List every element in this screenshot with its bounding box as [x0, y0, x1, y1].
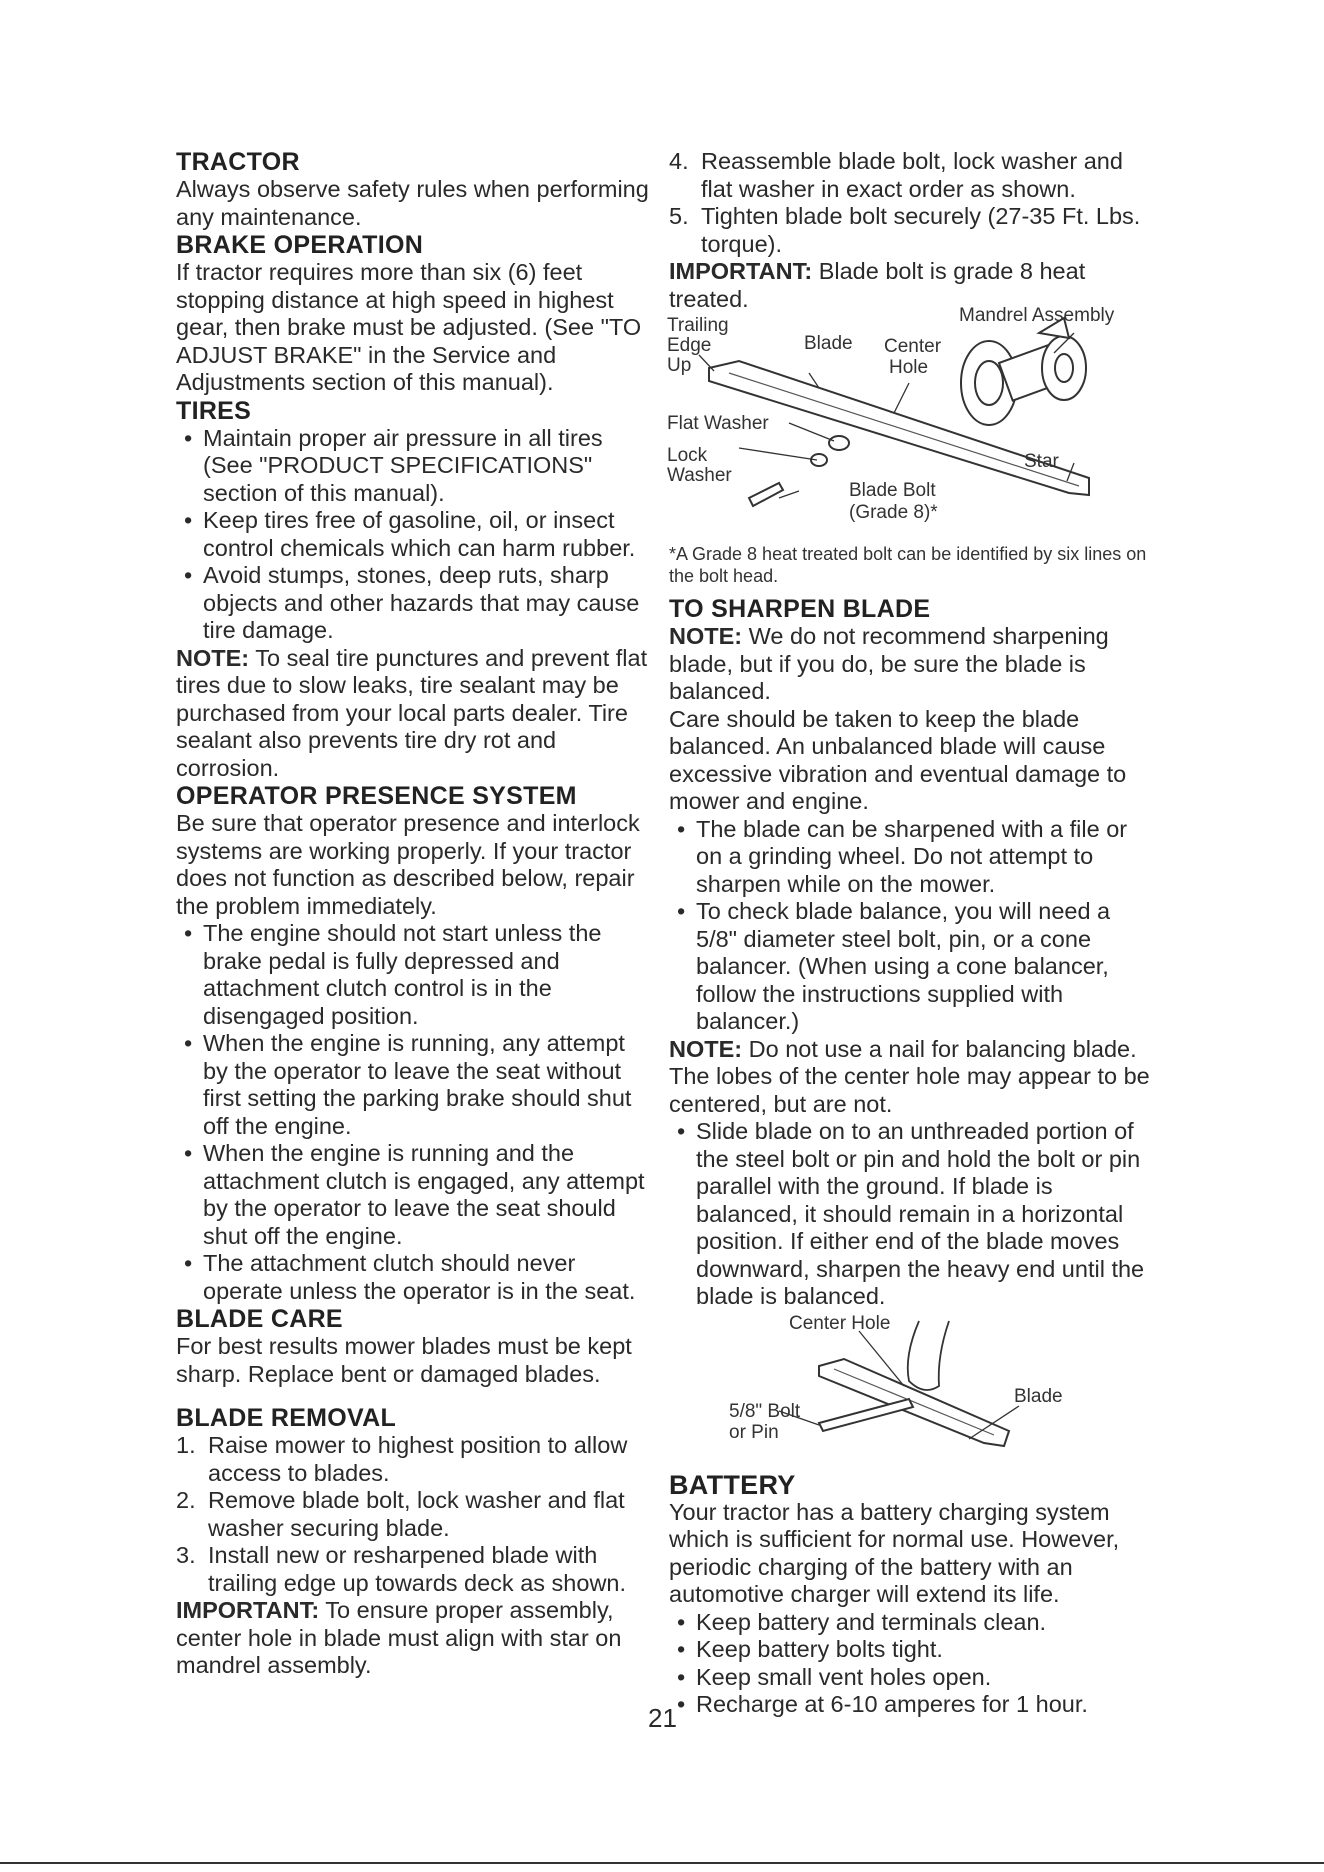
battery-list	[669, 1609, 1154, 1719]
list-item: • When the engine is running, any attempt by the operator to leave the seat without first setting the parking brake should shut off the engine.	[176, 1030, 651, 1140]
step-number: 3.	[176, 1542, 196, 1568]
blade-removal-heading: BLADE REMOVAL	[176, 1404, 397, 1432]
hole-label: Hole	[889, 357, 929, 378]
flat-washer-label: Flat Washer	[667, 413, 769, 434]
tires-list	[176, 425, 651, 645]
tractor-heading: TRACTOR	[176, 148, 300, 176]
or-pin-label: or Pin	[729, 1421, 779, 1443]
lock-label: Lock	[667, 445, 708, 466]
tires-note	[176, 645, 651, 783]
step-text: Raise mower to highest position to allow access to blades.	[208, 1432, 628, 1486]
important-label: IMPORTANT:	[669, 258, 813, 284]
right-column	[669, 148, 1154, 1719]
page-number: 21	[648, 1703, 677, 1733]
step-number: 2.	[176, 1487, 196, 1513]
list-item: • Keep tires free of gasoline, oil, or insect control chemicals which can harm rubber.	[176, 507, 651, 562]
page-bottom-rule	[0, 1862, 1324, 1864]
list-item: • The engine should not start unless the brake pedal is fully depressed and attachment clutch control is in the disengaged position.	[176, 920, 651, 1030]
note-label: NOTE:	[669, 623, 743, 649]
center-label: Center	[884, 336, 942, 357]
ops-text: Be sure that operator presence and interlock systems are working properly. If your tractor does not function as described below, repair the problem immediately.	[176, 810, 640, 919]
blade-removal-steps	[176, 1432, 651, 1597]
step-text: Install new or resharpened blade with trailing edge up towards deck as shown.	[208, 1542, 627, 1596]
note-text: We do not recommend sharpening blade, but if you do, be sure the blade is balanced.	[669, 623, 1109, 704]
list-item	[176, 1487, 651, 1542]
sharpen-text: Care should be taken to keep the blade balanced. An unbalanced blade will cause excessive vibration and eventual damage to mower and engine.	[669, 705, 1127, 814]
important-label: IMPORTANT:	[176, 1597, 320, 1623]
blade-care-heading: BLADE CARE	[176, 1305, 343, 1333]
list-item	[669, 203, 1154, 258]
step-number: 4.	[669, 148, 689, 174]
blade-label: Blade	[804, 333, 853, 354]
sharpen-list	[669, 816, 1154, 1036]
figure-caption: *A Grade 8 heat treated bolt can be identified by six lines on the bolt head.	[669, 544, 1147, 586]
edge-label: Edge	[667, 335, 712, 356]
blade-label: Blade	[1014, 1385, 1063, 1407]
balance-note	[669, 1036, 1154, 1119]
ops-heading: OPERATOR PRESENCE SYSTEM	[176, 782, 577, 810]
balance-list	[669, 1118, 1154, 1311]
list-item: • The blade can be sharpened with a file or on a grinding wheel. Do not attempt to sharpen while on the mower.	[669, 816, 1154, 899]
blade-assembly-figure	[667, 305, 1154, 543]
left-column	[176, 148, 651, 1680]
step-number: 5.	[669, 203, 689, 229]
list-item: • The attachment clutch should never operate unless the operator is in the seat.	[176, 1250, 651, 1305]
battery-text: Your tractor has a battery charging system which is sufficient for normal use. However, periodic charging of the battery with an automotive charger will extend its life.	[669, 1498, 1120, 1607]
trailing-label: Trailing	[667, 315, 729, 336]
mandrel-label: Mandrel Assembly	[959, 305, 1115, 326]
center-hole-label: Center Hole	[789, 1312, 891, 1334]
important-text: To ensure proper assembly, center hole in blade must align with star on mandrel assembly.	[176, 1597, 622, 1678]
step-text: Remove blade bolt, lock washer and flat washer securing blade.	[208, 1487, 625, 1541]
balance-drawing	[669, 1311, 1154, 1471]
list-item: • Keep small vent holes open.	[669, 1664, 1154, 1692]
note-text: To seal tire punctures and prevent flat tires due to slow leaks, tire sealant may be purchased from your local parts dealer. Tire sealant also prevents tire dry rot and corrosion.	[176, 644, 648, 781]
balance-figure	[669, 1311, 1154, 1471]
tires-heading: TIRES	[176, 396, 252, 425]
step-text: Tighten blade bolt securely (27-35 Ft. Lbs. torque).	[701, 203, 1141, 257]
battery-heading: BATTERY	[669, 1469, 796, 1500]
step-text: Reassemble blade bolt, lock washer and flat washer in exact order as shown.	[701, 148, 1123, 202]
list-item	[669, 148, 1154, 203]
brake-heading: BRAKE OPERATION	[176, 231, 424, 259]
note-label: NOTE:	[176, 644, 250, 671]
sharpen-note	[669, 623, 1154, 706]
ops-list	[176, 920, 651, 1305]
blade-bolt-label: Blade Bolt	[849, 480, 936, 501]
list-item: • Maintain proper air pressure in all tires (See "PRODUCT SPECIFICATIONS" section of this manual).	[176, 425, 651, 508]
list-item	[176, 1432, 651, 1487]
list-item: • Recharge at 6-10 amperes for 1 hour.	[669, 1691, 1154, 1719]
tractor-text: Always observe safety rules when performing any maintenance.	[176, 176, 649, 230]
list-item: • Avoid stumps, stones, deep ruts, sharp objects and other hazards that may cause tire damage.	[176, 562, 651, 645]
grade-label: (Grade 8)*	[849, 502, 938, 523]
important-text: Blade bolt is grade 8 heat treated.	[669, 258, 1086, 312]
list-item: • Slide blade on to an unthreaded portion of the steel bolt or pin and hold the bolt or pin parallel with the ground. If blade is balanced, it should remain in a horizontal position. If either end of the blade moves downward, sharpen the heavy end until the blade is balanced.	[669, 1118, 1154, 1311]
bolt-label: 5/8" Bolt	[729, 1400, 801, 1422]
list-item: • Keep battery bolts tight.	[669, 1636, 1154, 1664]
up-label: Up	[667, 355, 692, 376]
blade-care-text: For best results mower blades must be kept sharp. Replace bent or damaged blades.	[176, 1333, 632, 1387]
list-item	[176, 1542, 651, 1597]
reassembly-steps	[669, 148, 1154, 258]
step-number: 1.	[176, 1432, 196, 1458]
note-text: Do not use a nail for balancing blade. The lobes of the center hole may appear to be centered, but are not.	[669, 1035, 1150, 1117]
sharpen-heading: TO SHARPEN BLADE	[669, 595, 931, 623]
list-item: • When the engine is running and the attachment clutch is engaged, any attempt by the operator to leave the seat should shut off the engine.	[176, 1140, 651, 1250]
list-item: • Keep battery and terminals clean.	[669, 1609, 1154, 1637]
washer-label: Washer	[667, 465, 732, 486]
brake-text: If tractor requires more than six (6) feet stopping distance at high speed in highest gear, then brake must be adjusted. (See "TO ADJUST BRAKE" in the Service and Adjustments section of this manual).	[176, 259, 642, 395]
blade-removal-important	[176, 1597, 651, 1680]
star-label: Star	[1024, 451, 1059, 472]
list-item: • To check blade balance, you will need a 5/8" diameter steel bolt, pin, or a cone balancer. (When using a cone balancer, follow the instructions supplied with balancer.)	[669, 898, 1154, 1036]
note-label: NOTE:	[669, 1035, 743, 1062]
